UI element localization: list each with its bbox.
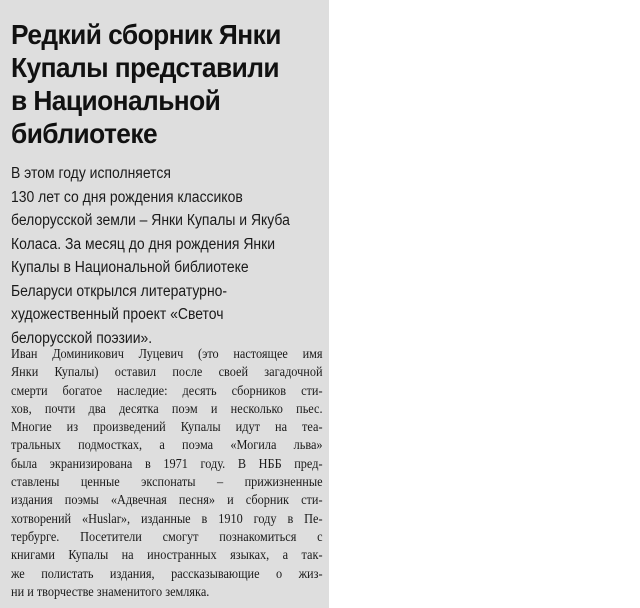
body-line: смерти богатое наследие: десять сборников сти- [11, 382, 323, 398]
lead-line: художественный проект «Светоч [11, 306, 224, 323]
headline-line: в Национальной [11, 85, 221, 116]
body-line: книгами Купалы на иностранных языках, а так- [11, 547, 323, 563]
lead-line: 130 лет со дня рождения классиков [11, 188, 243, 206]
lead-line: белорусской земли – Янки Купалы и Якуба [11, 212, 290, 229]
article-body [11, 345, 327, 601]
body-line: тральных подмостках, а поэма «Могила льва» [11, 437, 323, 453]
body-line: Янки Купалы) оставил после своей загадочной [11, 364, 323, 380]
headline-line: Редкий сборник Янки [11, 19, 281, 50]
body-line: Многие из произведений Купалы идут на теа- [11, 419, 323, 435]
lead-line: Коласа. За месяц до дня рождения Янки [11, 235, 276, 253]
body-line: хов, почти два десятка поэм и несколько пьес. [11, 400, 323, 416]
lead-line: Купалы в Национальной библиотеке [11, 259, 249, 276]
lead-line: белорусской поэзии». [11, 329, 153, 347]
body-line: же полистать издания, рассказывающие о жиз- [11, 565, 323, 581]
lead-line: Беларуси открылся литературно- [11, 282, 228, 300]
body-line: тербурге. Посетители смогут познакомиться с [11, 528, 323, 544]
headline-line: библиотеке [11, 118, 158, 149]
body-line: издания поэмы «Адвечная песня» и сборник сти- [11, 492, 323, 508]
lead-line: В этом году исполняется [11, 165, 171, 182]
body-line: ставлены ценные экспонаты – прижизненные [11, 474, 323, 490]
body-line: ни и творчестве знаменитого земляка. [11, 583, 210, 599]
article-headline [11, 18, 329, 150]
body-line: хотворений «Huslar», изданные в 1910 году в Пе- [11, 510, 323, 526]
body-line: была экранизирована в 1971 году. В НББ пред- [11, 455, 323, 471]
body-line: Иван Доминикович Луцевич (это настоящее имя [11, 346, 323, 361]
article-lead [11, 162, 317, 350]
headline-line: Купалы представили [11, 52, 280, 83]
